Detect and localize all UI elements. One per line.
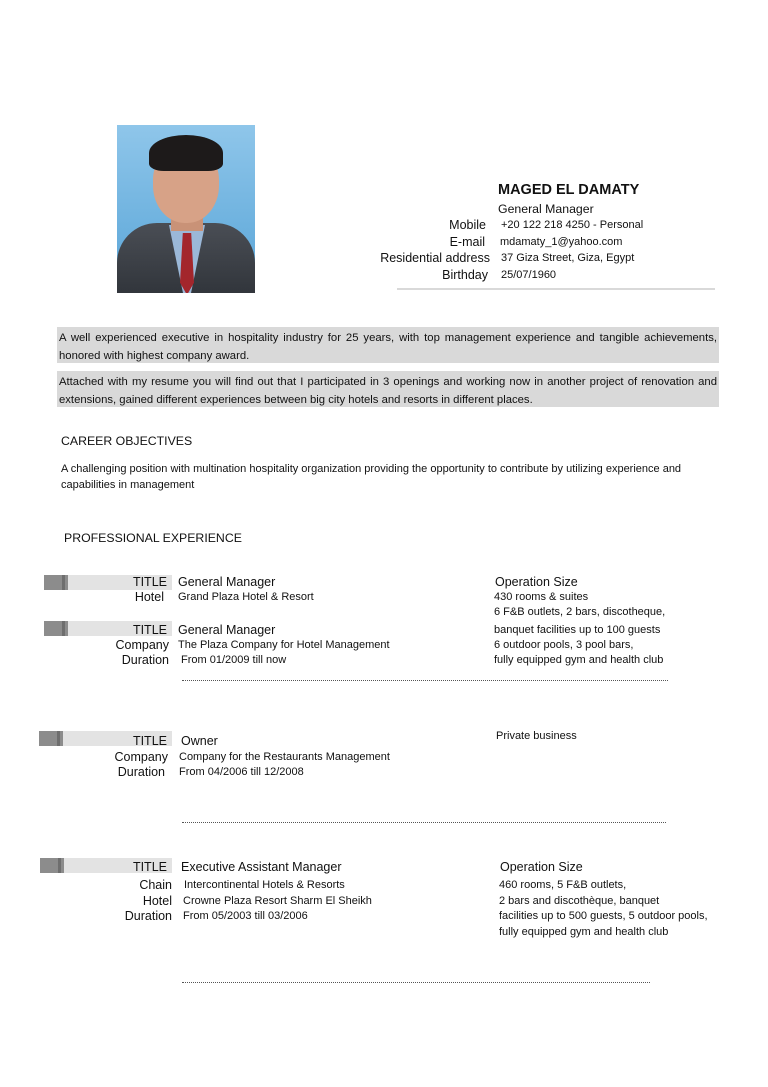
birthday-value: 25/07/1960 <box>501 269 557 281</box>
job2-company: The Plaza Company for Hotel Management <box>178 639 390 651</box>
job1-size-line-4: 6 outdoor pools, 3 pool bars, <box>494 639 634 651</box>
address-value: 37 Giza Street, Giza, Egypt <box>501 252 635 264</box>
job4-duration: From 05/2003 till 03/2006 <box>183 910 308 922</box>
professional-experience-heading: PROFESSIONAL EXPERIENCE <box>64 531 242 545</box>
summary-block-1 <box>57 327 719 363</box>
job4-chain: Intercontinental Hotels & Resorts <box>184 879 345 891</box>
job4-size-line-2: 2 bars and discothèque, banquet <box>499 895 660 907</box>
birthday-label: Birthday <box>442 268 488 282</box>
job2-duration: From 01/2009 till now <box>181 654 287 666</box>
email-label: E-mail <box>449 235 485 249</box>
profile-photo <box>117 125 255 293</box>
job3-title-label: TITLE <box>132 734 167 748</box>
summary-paragraph-2: Attached with my resume you will find out that I participated in 3 openings and working now in another project of renovation and extensions, gained different experiences between big city hotels and resorts in different places. <box>59 376 717 406</box>
career-objectives-heading: CAREER OBJECTIVES <box>61 434 193 448</box>
job3-title: Owner <box>181 734 218 748</box>
job1-hotel-label: Hotel <box>134 590 164 604</box>
job2-title-label: TITLE <box>132 623 167 637</box>
job3-separator <box>182 822 666 823</box>
person-name: MAGED EL DAMATY <box>498 182 640 198</box>
job4-size-line-4: fully equipped gym and health club <box>499 926 669 938</box>
job4-operation-size-title: Operation Size <box>500 860 583 874</box>
job4-title: Executive Assistant Manager <box>181 860 342 874</box>
job3-company-label: Company <box>114 750 168 764</box>
job4-chain-label: Chain <box>139 878 172 892</box>
job4-size-line-1: 460 rooms, 5 F&B outlets, <box>499 879 627 891</box>
job1-hotel: Grand Plaza Hotel & Resort <box>178 591 314 603</box>
person-position: General Manager <box>498 202 594 216</box>
job2-title: General Manager <box>178 623 276 637</box>
job2-duration-label: Duration <box>121 653 169 667</box>
mobile-value: +20 122 218 4250 - Personal <box>501 219 644 231</box>
summary-block-2 <box>57 371 719 407</box>
job3-duration: From 04/2006 till 12/2008 <box>179 766 304 778</box>
job1-title-label: TITLE <box>132 575 167 589</box>
job1-size-line-2: 6 F&B outlets, 2 bars, discotheque, <box>494 606 666 618</box>
job3-company: Company for the Restaurants Management <box>179 751 390 763</box>
job1-size-line-3: banquet facilities up to 100 guests <box>494 624 661 636</box>
job4-hotel: Crowne Plaza Resort Sharm El Sheikh <box>183 895 372 907</box>
job4-separator <box>182 982 650 983</box>
job2-company-label: Company <box>115 638 169 652</box>
job4-size-line-3: facilities up to 500 guests, 5 outdoor pools, <box>499 910 708 922</box>
job1-title: General Manager <box>178 575 276 589</box>
job1-operation-size-title: Operation Size <box>495 575 578 589</box>
summary-paragraph-1: A well experienced executive in hospitality industry for 25 years, with top management experience and tangible achievements, honored with highest company award. <box>59 332 717 362</box>
career-objective-text: A challenging position with multination hospitality organization providing the opportunity to contribute by utilizing experience and capabilities in management <box>61 463 682 491</box>
job3-duration-label: Duration <box>117 765 165 779</box>
job4-duration-label: Duration <box>124 909 172 923</box>
job4-title-label: TITLE <box>132 860 167 874</box>
job1-size-line-5: fully equipped gym and health club <box>494 654 664 666</box>
address-label: Residential address <box>380 251 490 265</box>
header-divider <box>397 288 715 290</box>
job2-separator <box>182 680 668 681</box>
email-value: mdamaty_1@yahoo.com <box>500 236 623 248</box>
mobile-label: Mobile <box>449 218 486 232</box>
job4-hotel-label: Hotel <box>142 894 172 908</box>
job1-size-line-1: 430 rooms & suites <box>494 591 589 603</box>
job3-note: Private business <box>496 730 577 742</box>
